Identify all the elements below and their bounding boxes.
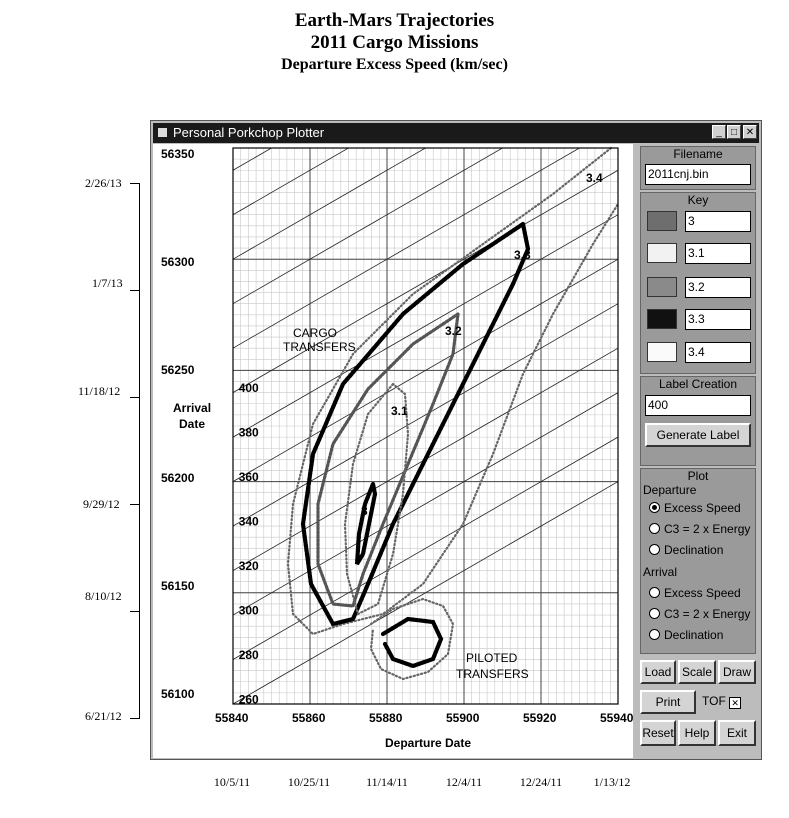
x-tick-label: 55880 (369, 711, 403, 725)
label-creation-title: Label Creation (658, 377, 738, 391)
outer-arrival-tick (130, 290, 140, 291)
control-panel (638, 144, 758, 758)
filename-title: Filename (673, 147, 723, 161)
plot-section (640, 468, 756, 654)
radio-dot (649, 502, 660, 513)
x-tick-label: 55940 (600, 711, 633, 725)
tof-checkbox[interactable]: ✕ (729, 697, 741, 709)
maximize-button[interactable]: □ (727, 125, 741, 139)
tof-label: 260 (238, 692, 259, 707)
contour-label-3.1: 3.1 (391, 404, 408, 418)
label-creation-section (640, 376, 756, 466)
radio-label: Declination (664, 628, 724, 642)
y-tick-label: 56250 (161, 363, 195, 377)
tof-label: 300 (238, 603, 259, 618)
key-swatch-3-4[interactable] (647, 342, 677, 362)
x-tick-label: 55920 (523, 711, 557, 725)
x-tick-label: 55840 (215, 711, 249, 725)
tof-label: 320 (238, 559, 259, 574)
tof-label: 360 (238, 470, 259, 485)
key-value-3-3[interactable]: 3.3 (685, 309, 751, 330)
radio-arrival-c3[interactable] (649, 607, 750, 621)
contour-label-3: 3 (361, 504, 368, 518)
outer-departure-date: 12/24/11 (519, 775, 563, 789)
arrival-title: Arrival (643, 565, 678, 579)
key-value-3[interactable]: 3 (685, 211, 751, 232)
outer-arrival-tick (130, 718, 140, 719)
annotation-piloted: PILOTED (466, 651, 518, 665)
print-button[interactable]: Print (640, 690, 696, 714)
annotation-cargo-transfers: TRANSFERS (283, 340, 356, 354)
radio-departure-c3[interactable] (649, 522, 750, 536)
tof-toggle[interactable] (702, 694, 741, 709)
outer-departure-date: 10/5/11 (213, 775, 251, 789)
outer-arrival-tick (130, 504, 140, 505)
radio-arrival-excess-speed[interactable] (649, 586, 741, 600)
radio-label: C3 = 2 x Energy (664, 522, 751, 536)
contour-3-2 (318, 314, 458, 606)
window-title: Personal Porkchop Plotter (173, 125, 325, 140)
y-tick-label: 56150 (161, 579, 195, 593)
tof-label: 380 (238, 425, 259, 440)
y-axis-label-line-2: Date (179, 417, 206, 431)
close-button[interactable]: ✕ (743, 125, 757, 139)
radio-label: Excess Speed (664, 501, 741, 515)
key-value-3-1[interactable]: 3.1 (685, 243, 751, 264)
contour-3-1 (345, 384, 408, 614)
porkchop-plot[interactable] (153, 144, 633, 758)
radio-label: C3 = 2 x Energy (664, 607, 751, 621)
plot-title: Plot (687, 469, 709, 483)
draw-button[interactable]: Draw (718, 660, 756, 684)
radio-dot (649, 544, 660, 555)
page-titles (0, 10, 789, 76)
tof-label: 280 (238, 648, 259, 663)
key-section (640, 192, 756, 374)
generate-label-button[interactable]: Generate Label (645, 423, 751, 447)
tof-label: TOF (702, 694, 726, 708)
key-swatch-3-3[interactable] (647, 309, 677, 329)
departure-title: Departure (643, 483, 697, 497)
radio-dot (649, 608, 660, 619)
outer-departure-date: 12/4/11 (445, 775, 483, 789)
key-swatch-3[interactable] (647, 211, 677, 231)
outer-departure-date: 10/25/11 (287, 775, 331, 789)
reset-button[interactable]: Reset (640, 720, 676, 746)
annotation-cargo: CARGO (293, 326, 338, 340)
radio-label: Declination (664, 543, 724, 557)
label-value-input[interactable]: 400 (645, 395, 751, 416)
outer-arrival-date: 9/29/12 (83, 497, 120, 511)
annotation-piloted-transfers: TRANSFERS (456, 667, 529, 681)
x-tick-label: 55860 (292, 711, 326, 725)
title-line-3: Departure Excess Speed (km/sec) (281, 56, 508, 73)
plot-svg (153, 144, 633, 758)
outer-arrival-tick (130, 183, 140, 184)
radio-dot (649, 629, 660, 640)
radio-arrival-declination[interactable] (649, 628, 723, 642)
key-swatch-3-2[interactable] (647, 277, 677, 297)
y-tick-label: 56300 (161, 255, 195, 269)
minimize-button[interactable]: _ (712, 125, 726, 139)
radio-dot (649, 523, 660, 534)
outer-departure-date: 11/14/11 (366, 775, 408, 789)
key-swatch-3-1[interactable] (647, 243, 677, 263)
title-line-1: Earth-Mars Trajectories (294, 10, 495, 31)
radio-departure-declination[interactable] (649, 543, 723, 557)
y-axis-label-line-1: Arrival (173, 401, 212, 415)
outer-arrival-axis (139, 183, 140, 718)
contour-label-3.3: 3.3 (514, 248, 531, 262)
radio-departure-excess-speed[interactable] (649, 501, 741, 515)
outer-arrival-date: 6/21/12 (85, 709, 122, 723)
app-window (150, 120, 762, 760)
key-value-3-4[interactable]: 3.4 (685, 342, 751, 363)
outer-arrival-date: 11/18/12 (78, 384, 121, 398)
help-button[interactable]: Help (678, 720, 716, 746)
key-title: Key (687, 193, 709, 207)
outer-arrival-date: 8/10/12 (85, 589, 122, 603)
contour-3-3 (303, 224, 528, 624)
x-axis-label: Departure Date (385, 736, 472, 750)
outer-departure-date: 1/13/12 (593, 775, 631, 789)
outer-arrival-date: 2/26/13 (85, 176, 122, 190)
x-tick-label: 55900 (446, 711, 480, 725)
radio-label: Excess Speed (664, 586, 741, 600)
title-line-2: 2011 Cargo Missions (310, 32, 479, 53)
y-tick-label: 56100 (161, 687, 195, 701)
outer-arrival-date: 1/7/13 (92, 276, 123, 290)
key-value-3-2[interactable]: 3.2 (685, 277, 751, 298)
load-button[interactable]: Load (640, 660, 676, 684)
filename-input[interactable]: 2011cnj.bin (645, 164, 751, 185)
window-titlebar[interactable] (153, 123, 759, 143)
contour-label-3.2: 3.2 (445, 324, 462, 338)
scale-button[interactable]: Scale (678, 660, 716, 684)
tof-label: 400 (238, 381, 259, 396)
radio-dot (649, 587, 660, 598)
app-icon (158, 128, 167, 137)
exit-button[interactable]: Exit (718, 720, 756, 746)
y-tick-label: 56350 (161, 147, 195, 161)
y-tick-label: 56200 (161, 471, 195, 485)
contour-label-3.4: 3.4 (586, 171, 603, 185)
filename-section (640, 146, 756, 190)
outer-arrival-tick (130, 611, 140, 612)
tof-label: 340 (238, 514, 259, 529)
outer-arrival-tick (130, 397, 140, 398)
